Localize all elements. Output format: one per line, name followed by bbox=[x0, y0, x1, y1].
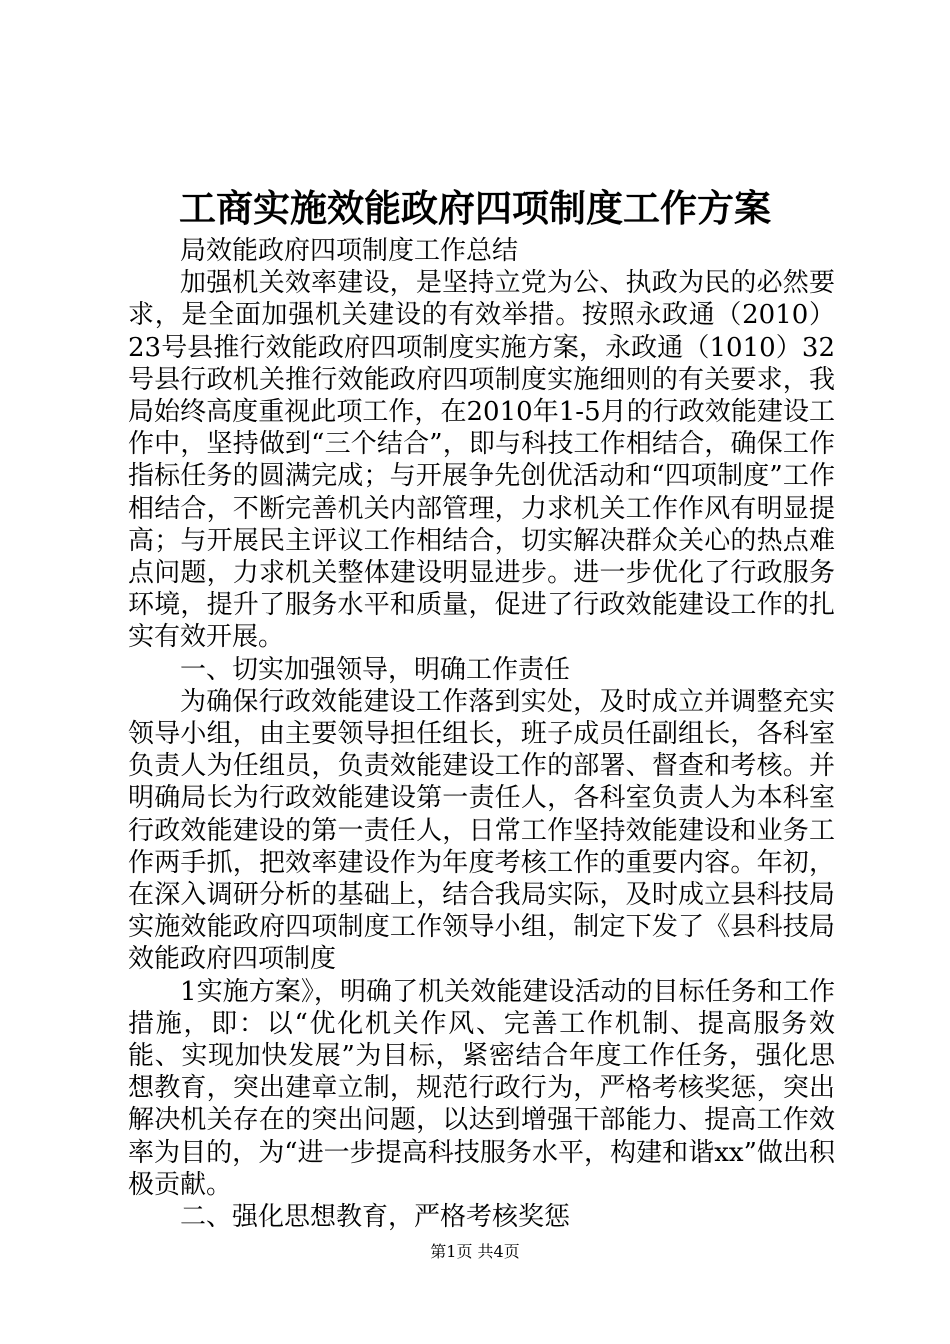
paragraph-intro: 加强机关效率建设，是坚持立党为公、执政为民的必然要求，是全面加强机关建设的有效举措。按照永政通（2010）23号县推行效能政府四项制度实施方案，永政通（1010）32号县行政机关推行效能政府四项制度实施细则的有关要求，我局始终高度重视此项工作，在2010年1-5月的行政效能建设工作中，坚持做到“三个结合”，即与科技工作相结合，确保工作指标任务的圆满完成；与开展争先创优活动和“四项制度”工作相结合，不断完善机关内部管理，力求机关工作作风有明显提高；与开展民主评议工作相结合，切实解决群众关心的热点难点问题，力求机关整体建设明显进步。进一步优化了行政服务环境，提升了服务水平和质量，促进了行政效能建设工作的扎实有效开展。 bbox=[128, 268, 835, 653]
paragraph-subtitle: 局效能政府四项制度工作总结 bbox=[180, 236, 519, 266]
paragraph-section-1: 为确保行政效能建设工作落到实处，及时成立并调整充实领导小组，由主要领导担任组长，班子成员任副组长，各科室负责人为任组员，负责效能建设工作的部署、督查和考核。并明确局长为行政效能建设第一责任人，各科室负责人为本科室行政效能建设的第一责任人，日常工作坚持效能建设和业务工作两手抓，把效率建设作为年度考核工作的重要内容。年初，在深入调研分析的基础上，结合我局实际，及时成立县科技局实施效能政府四项制度工作领导小组，制定下发了《县科技局效能政府四项制度 bbox=[128, 686, 835, 975]
section-heading-2: 二、强化思想教育，严格考核奖惩 bbox=[180, 1202, 571, 1233]
document-title: 工商实施效能政府四项制度工作方案 bbox=[179, 186, 771, 230]
paragraph-section-1-continued: 1实施方案》，明确了机关效能建设活动的目标任务和工作措施，即：以“优化机关作风、完善工作机制、提高服务效能、实现加快发展”为目标，紧密结合年度工作任务，强化思想教育，突出建章立制，规范行政行为，严格考核奖惩，突出解决机关存在的突出问题，以达到增强干部能力、提高工作效率为目的，为“进一步提高科技服务水平，构建和谐xx”做出积极贡献。 bbox=[128, 976, 835, 1200]
section-heading-1: 一、切实加强领导，明确工作责任 bbox=[180, 654, 571, 685]
document-body bbox=[128, 235, 835, 1233]
page-number-footer: 第1页 共4页 bbox=[430, 1242, 520, 1261]
